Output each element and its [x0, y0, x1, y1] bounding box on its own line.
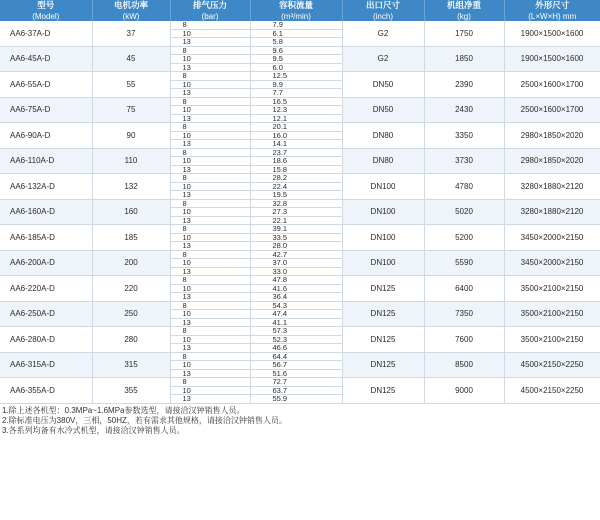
- outlet-cell: DN125: [342, 327, 424, 353]
- pressure-cell: 13: [170, 369, 250, 378]
- power-cell: 110: [92, 148, 170, 174]
- table-row: [0, 72, 600, 81]
- model-cell: AA6-55A-D: [0, 72, 92, 98]
- model-cell: AA6-160A-D: [0, 199, 92, 225]
- flow-cell: 6.1: [250, 29, 342, 38]
- dimensions-cell: 3280×1880×2120: [504, 174, 600, 200]
- pressure-cell: 13: [170, 140, 250, 149]
- pressure-cell: 10: [170, 361, 250, 370]
- pressure-cell: 8: [170, 148, 250, 157]
- weight-cell: 2430: [424, 97, 504, 123]
- outlet-cell: DN80: [342, 123, 424, 149]
- pressure-cell: 13: [170, 395, 250, 404]
- weight-cell: 1750: [424, 21, 504, 46]
- outlet-cell: G2: [342, 21, 424, 46]
- pressure-cell: 10: [170, 208, 250, 217]
- header-model: 型号: [0, 0, 92, 11]
- header-flow: 容积流量: [250, 0, 342, 11]
- flow-cell: 52.3: [250, 335, 342, 344]
- pressure-cell: 8: [170, 46, 250, 55]
- table-row: [0, 378, 600, 387]
- outlet-cell: DN100: [342, 199, 424, 225]
- weight-cell: 3730: [424, 148, 504, 174]
- flow-cell: 28.0: [250, 242, 342, 251]
- weight-cell: 4780: [424, 174, 504, 200]
- outlet-cell: DN125: [342, 378, 424, 404]
- pressure-cell: 8: [170, 327, 250, 336]
- weight-cell: 3350: [424, 123, 504, 149]
- flow-cell: 46.6: [250, 344, 342, 353]
- pressure-cell: 13: [170, 89, 250, 98]
- header-power: 电机功率: [92, 0, 170, 11]
- pressure-cell: 8: [170, 72, 250, 81]
- flow-cell: 20.1: [250, 123, 342, 132]
- weight-cell: 1850: [424, 46, 504, 72]
- weight-cell: 7350: [424, 301, 504, 327]
- table-row: [0, 301, 600, 310]
- flow-cell: 41.6: [250, 284, 342, 293]
- pressure-cell: 8: [170, 276, 250, 285]
- power-cell: 75: [92, 97, 170, 123]
- power-cell: 37: [92, 21, 170, 46]
- flow-cell: 9.5: [250, 55, 342, 64]
- pressure-cell: 10: [170, 259, 250, 268]
- pressure-cell: 10: [170, 310, 250, 319]
- footnotes: [0, 404, 600, 436]
- table-header: [0, 0, 600, 21]
- flow-cell: 32.8: [250, 199, 342, 208]
- flow-cell: 42.7: [250, 250, 342, 259]
- flow-cell: 51.6: [250, 369, 342, 378]
- model-cell: AA6-110A-D: [0, 148, 92, 174]
- dimensions-cell: 2980×1850×2020: [504, 148, 600, 174]
- dimensions-cell: 2980×1850×2020: [504, 123, 600, 149]
- flow-cell: 55.9: [250, 395, 342, 404]
- flow-cell: 36.4: [250, 293, 342, 302]
- power-cell: 355: [92, 378, 170, 404]
- flow-cell: 12.1: [250, 114, 342, 123]
- header-power-unit: (kW): [92, 11, 170, 21]
- model-cell: AA6-250A-D: [0, 301, 92, 327]
- outlet-cell: DN50: [342, 72, 424, 98]
- pressure-cell: 13: [170, 38, 250, 47]
- power-cell: 90: [92, 123, 170, 149]
- pressure-cell: 13: [170, 216, 250, 225]
- dimensions-cell: 1900×1500×1600: [504, 21, 600, 46]
- dimensions-cell: 3450×2000×2150: [504, 250, 600, 276]
- footnote: 2.除标准电压为380V，三相，50HZ，若有需求其他规格，请接洽汉钟销售人员。: [2, 415, 287, 425]
- pressure-cell: 10: [170, 386, 250, 395]
- pressure-cell: 13: [170, 267, 250, 276]
- pressure-cell: 8: [170, 301, 250, 310]
- model-cell: AA6-185A-D: [0, 225, 92, 251]
- outlet-cell: DN125: [342, 352, 424, 378]
- pressure-cell: 10: [170, 233, 250, 242]
- flow-cell: 9.9: [250, 80, 342, 89]
- model-cell: AA6-220A-D: [0, 276, 92, 302]
- pressure-cell: 8: [170, 21, 250, 29]
- flow-cell: 47.4: [250, 310, 342, 319]
- flow-cell: 15.8: [250, 165, 342, 174]
- flow-cell: 12.5: [250, 72, 342, 81]
- outlet-cell: DN125: [342, 276, 424, 302]
- header-pressure-unit: (bar): [170, 11, 250, 21]
- weight-cell: 7600: [424, 327, 504, 353]
- footnote: 3.各系列均备有水冷式机型，请接洽汉钟销售人员。: [2, 425, 185, 435]
- dimensions-cell: 2500×1600×1700: [504, 72, 600, 98]
- flow-cell: 64.4: [250, 352, 342, 361]
- flow-cell: 14.1: [250, 140, 342, 149]
- pressure-cell: 13: [170, 293, 250, 302]
- power-cell: 132: [92, 174, 170, 200]
- pressure-cell: 8: [170, 174, 250, 183]
- table-row: [0, 174, 600, 183]
- model-cell: AA6-75A-D: [0, 97, 92, 123]
- pressure-cell: 13: [170, 344, 250, 353]
- pressure-cell: 10: [170, 182, 250, 191]
- power-cell: 45: [92, 46, 170, 72]
- flow-cell: 47.8: [250, 276, 342, 285]
- footnote: 1.除上述各机型：0.3MPa~1.6MPa参数选型，请接洽汉钟销售人员。: [2, 405, 245, 415]
- weight-cell: 8500: [424, 352, 504, 378]
- pressure-cell: 8: [170, 378, 250, 387]
- table-row: [0, 327, 600, 336]
- power-cell: 315: [92, 352, 170, 378]
- model-cell: AA6-45A-D: [0, 46, 92, 72]
- outlet-cell: DN100: [342, 225, 424, 251]
- flow-cell: 33.0: [250, 267, 342, 276]
- pressure-cell: 13: [170, 165, 250, 174]
- flow-cell: 33.5: [250, 233, 342, 242]
- dimensions-cell: 3500×2100×2150: [504, 276, 600, 302]
- power-cell: 250: [92, 301, 170, 327]
- pressure-cell: 10: [170, 284, 250, 293]
- header-dimensions: 外形尺寸: [504, 0, 600, 11]
- dimensions-cell: 3450×2000×2150: [504, 225, 600, 251]
- model-cell: AA6-280A-D: [0, 327, 92, 353]
- header-outlet-unit: (inch): [342, 11, 424, 21]
- pressure-cell: 13: [170, 63, 250, 72]
- flow-cell: 63.7: [250, 386, 342, 395]
- model-cell: AA6-200A-D: [0, 250, 92, 276]
- power-cell: 185: [92, 225, 170, 251]
- flow-cell: 39.1: [250, 225, 342, 234]
- flow-cell: 72.7: [250, 378, 342, 387]
- pressure-cell: 13: [170, 114, 250, 123]
- pressure-cell: 10: [170, 106, 250, 115]
- weight-cell: 2390: [424, 72, 504, 98]
- outlet-cell: DN125: [342, 301, 424, 327]
- flow-cell: 16.0: [250, 131, 342, 140]
- flow-cell: 7.7: [250, 89, 342, 98]
- pressure-cell: 13: [170, 318, 250, 327]
- header-model-unit: (Model): [0, 11, 92, 21]
- header-pressure: 排气压力: [170, 0, 250, 11]
- table-row: [0, 148, 600, 157]
- flow-cell: 28.2: [250, 174, 342, 183]
- pressure-cell: 13: [170, 191, 250, 200]
- weight-cell: 5200: [424, 225, 504, 251]
- table-row: [0, 352, 600, 361]
- pressure-cell: 8: [170, 123, 250, 132]
- table-row: [0, 225, 600, 234]
- pressure-cell: 10: [170, 157, 250, 166]
- dimensions-cell: 4500×2150×2250: [504, 352, 600, 378]
- dimensions-cell: 2500×1600×1700: [504, 97, 600, 123]
- table-row: [0, 46, 600, 55]
- pressure-cell: 10: [170, 55, 250, 64]
- table-row: [0, 276, 600, 285]
- flow-cell: 7.9: [250, 21, 342, 29]
- weight-cell: 9000: [424, 378, 504, 404]
- flow-cell: 18.6: [250, 157, 342, 166]
- flow-cell: 56.7: [250, 361, 342, 370]
- outlet-cell: DN100: [342, 174, 424, 200]
- outlet-cell: DN80: [342, 148, 424, 174]
- flow-cell: 23.7: [250, 148, 342, 157]
- outlet-cell: DN100: [342, 250, 424, 276]
- model-cell: AA6-90A-D: [0, 123, 92, 149]
- flow-cell: 41.1: [250, 318, 342, 327]
- flow-cell: 5.8: [250, 38, 342, 47]
- table-row: [0, 199, 600, 208]
- dimensions-cell: 4500×2150×2250: [504, 378, 600, 404]
- pressure-cell: 10: [170, 29, 250, 38]
- power-cell: 160: [92, 199, 170, 225]
- flow-cell: 22.1: [250, 216, 342, 225]
- model-cell: AA6-132A-D: [0, 174, 92, 200]
- flow-cell: 16.5: [250, 97, 342, 106]
- pressure-cell: 8: [170, 97, 250, 106]
- model-cell: AA6-355A-D: [0, 378, 92, 404]
- weight-cell: 5590: [424, 250, 504, 276]
- flow-cell: 27.3: [250, 208, 342, 217]
- dimensions-cell: 3280×1880×2120: [504, 199, 600, 225]
- outlet-cell: G2: [342, 46, 424, 72]
- table-row: [0, 123, 600, 132]
- model-cell: AA6-315A-D: [0, 352, 92, 378]
- pressure-cell: 10: [170, 80, 250, 89]
- flow-cell: 6.0: [250, 63, 342, 72]
- power-cell: 220: [92, 276, 170, 302]
- weight-cell: 6400: [424, 276, 504, 302]
- flow-cell: 37.0: [250, 259, 342, 268]
- table-row: [0, 97, 600, 106]
- header-weight-unit: (kg): [424, 11, 504, 21]
- weight-cell: 5020: [424, 199, 504, 225]
- pressure-cell: 10: [170, 335, 250, 344]
- flow-cell: 12.3: [250, 106, 342, 115]
- pressure-cell: 8: [170, 199, 250, 208]
- header-dimensions-unit: (L×W×H) mm: [504, 11, 600, 21]
- model-cell: AA6-37A-D: [0, 21, 92, 46]
- table-row: [0, 21, 600, 29]
- power-cell: 280: [92, 327, 170, 353]
- flow-cell: 9.6: [250, 46, 342, 55]
- power-cell: 200: [92, 250, 170, 276]
- pressure-cell: 8: [170, 352, 250, 361]
- flow-cell: 22.4: [250, 182, 342, 191]
- dimensions-cell: 3500×2100×2150: [504, 327, 600, 353]
- header-flow-unit: (m³/min): [250, 11, 342, 21]
- pressure-cell: 13: [170, 242, 250, 251]
- flow-cell: 57.3: [250, 327, 342, 336]
- dimensions-cell: 1900×1500×1600: [504, 46, 600, 72]
- table-body: [0, 21, 600, 403]
- header-outlet: 出口尺寸: [342, 0, 424, 11]
- outlet-cell: DN50: [342, 97, 424, 123]
- flow-cell: 19.5: [250, 191, 342, 200]
- pressure-cell: 10: [170, 131, 250, 140]
- pressure-cell: 8: [170, 225, 250, 234]
- table-row: [0, 250, 600, 259]
- header-weight: 机组净重: [424, 0, 504, 11]
- flow-cell: 54.3: [250, 301, 342, 310]
- power-cell: 55: [92, 72, 170, 98]
- pressure-cell: 8: [170, 250, 250, 259]
- dimensions-cell: 3500×2100×2150: [504, 301, 600, 327]
